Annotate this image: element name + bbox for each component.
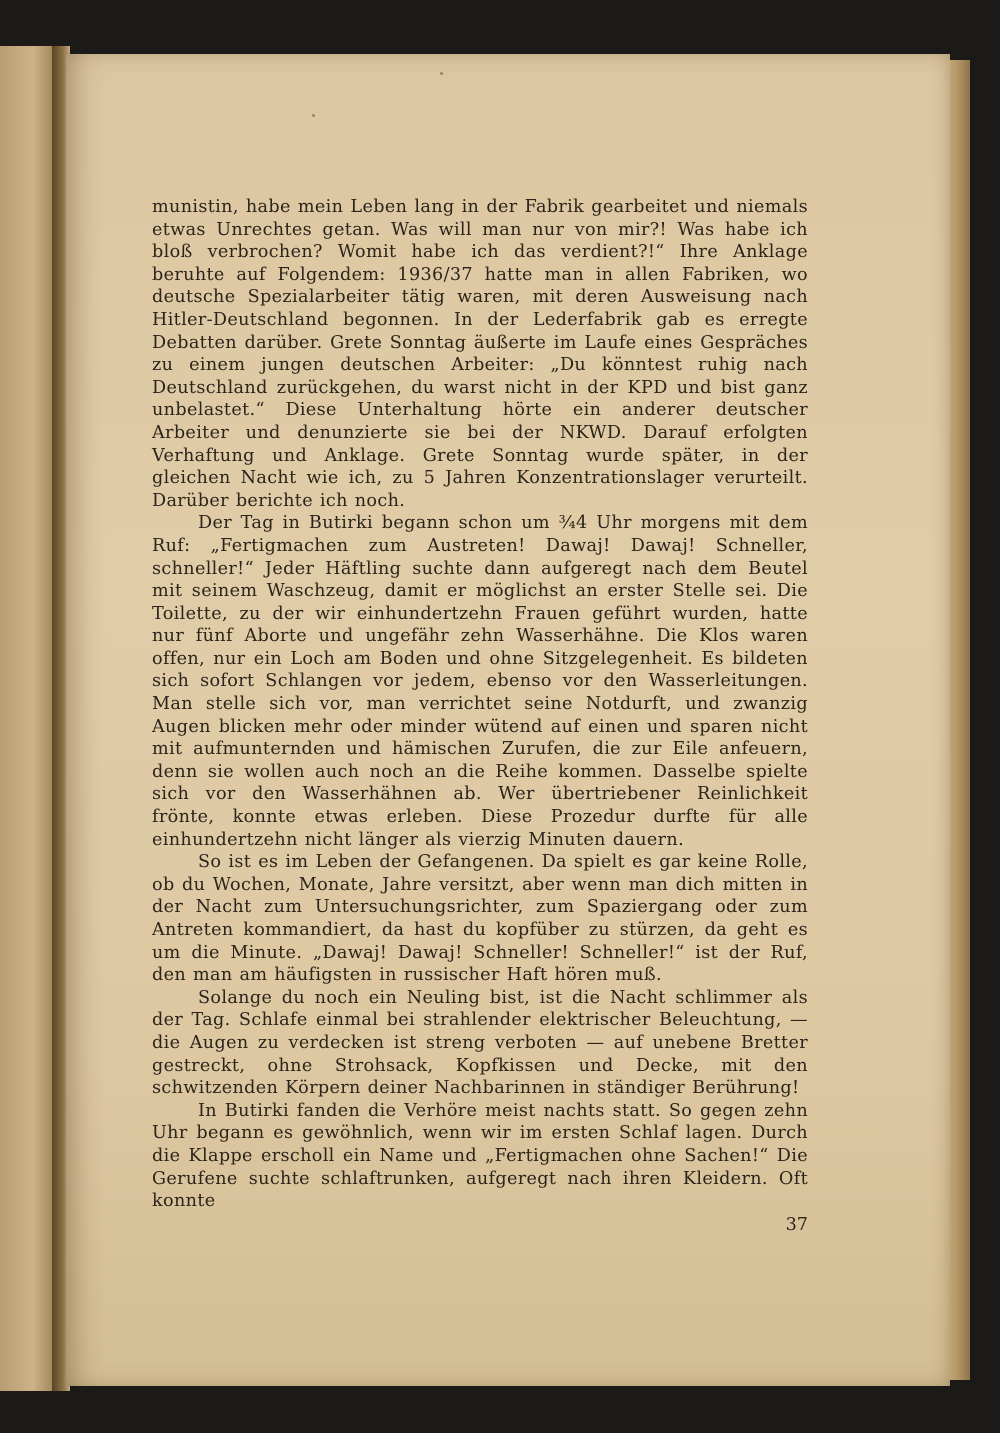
paragraph: Solange du noch ein Neuling bist, ist die Nacht schlimmer als der Tag. Schlafe einmal bei strahlender elektrischer Beleuchtung, — die Augen zu verdecken ist streng verboten — auf unebene Bretter gestreckt, ohne Strohsack, Kopfkissen und Decke, mit den schwitzenden Körpern deiner Nachbarinnen in ständiger Berührung!: [152, 987, 808, 1099]
paragraph: Der Tag in Butirki begann schon um ¾4 Uhr morgens mit dem Ruf: „Fertigmachen zum Austreten! Dawaj! Dawaj! Schneller, schneller!“ Jeder Häftling suchte dann aufgeregt nach dem Beutel mit seinem Waschzeug, damit er möglichst an erster Stelle sei. Die Toilette, zu der wir einhundertzehn Frauen geführt wurden, hatte nur fünf Aborte und ungefähr zehn Wasserhähne. Die Klos waren offen, nur ein Loch am Boden und ohne Sitzgelegenheit. Es bildeten sich sofort Schlangen vor jedem, ebenso vor den Wasserleitungen. Man stelle sich vor, man verrichtet seine Notdurft, und zwanzig Augen blicken mehr oder minder wütend auf einen und sparen nicht mit aufmunternden und hämischen Zurufen, die zur Eile anfeuern, denn sie wollen auch noch an die Reihe kommen. Dasselbe spielte sich vor den Wasserhähnen ab. Wer übertriebener Reinlichkeit frönte, konnte etwas erleben. Diese Prozedur durfte für alle einhundertzehn nicht länger als vierzig Minuten dauern.: [152, 513, 808, 850]
paragraph: munistin, habe mein Leben lang in der Fabrik gearbeitet und niemals etwas Unrechtes getan. Was will man nur von mir?! Was habe ich bloß verbrochen? Womit habe ich das verdient?!“ Ihre Anklage beruhte auf Folgendem: 1936/37 hatte man in allen Fabriken, wo deutsche Spezialarbeiter tätig waren, mit deren Ausweisung nach Hitler-Deutschland begonnen. In der Lederfabrik gab es erregte Debatten darüber. Grete Sonntag äußerte im Laufe eines Gespräches zu einem jungen deutschen Arbeiter: „Du könntest ruhig nach Deutschland zurückgehen, du warst nicht in der KPD und bist ganz unbelastet.“ Diese Unterhaltung hörte ein anderer deutscher Arbeiter und denunzierte sie bei der NKWD. Darauf erfolgten Verhaftung und Anklage. Grete Sonntag wurde später, in der gleichen Nacht wie ich, zu 5 Jahren Konzentrationslager verurteilt. Darüber berichte ich noch.: [152, 197, 808, 511]
paper-speck: [440, 72, 443, 75]
paper-speck: [312, 114, 315, 117]
paragraph: In Butirki fanden die Verhöre meist nachts statt. So gegen zehn Uhr begann es gewöhnlich, wenn wir im ersten Schlaf lagen. Durch die Klappe erscholl ein Name und „Fertigmachen ohne Sachen!“ Die Gerufene suchte schlaftrunken, aufgeregt nach ihren Kleidern. Oft konnte: [152, 1100, 808, 1212]
left-page-edge: [0, 46, 60, 1391]
paragraph: So ist es im Leben der Gefangenen. Da spielt es gar keine Rolle, ob du Wochen, Monate, Jahre versitzt, aber wenn man dich mitten in der Nacht zum Untersuchungsrichter, zum Spaziergang oder zum Antreten kommandiert, da hast du kopfüber zu stürzen, da geht es um die Minute. „Dawaj! Dawaj! Schneller! Schneller!“ ist der Ruf, den man am häufigsten in russischer Haft hören muß.: [152, 852, 808, 986]
body-text: [152, 196, 808, 1213]
page-number: 37: [785, 1215, 808, 1235]
